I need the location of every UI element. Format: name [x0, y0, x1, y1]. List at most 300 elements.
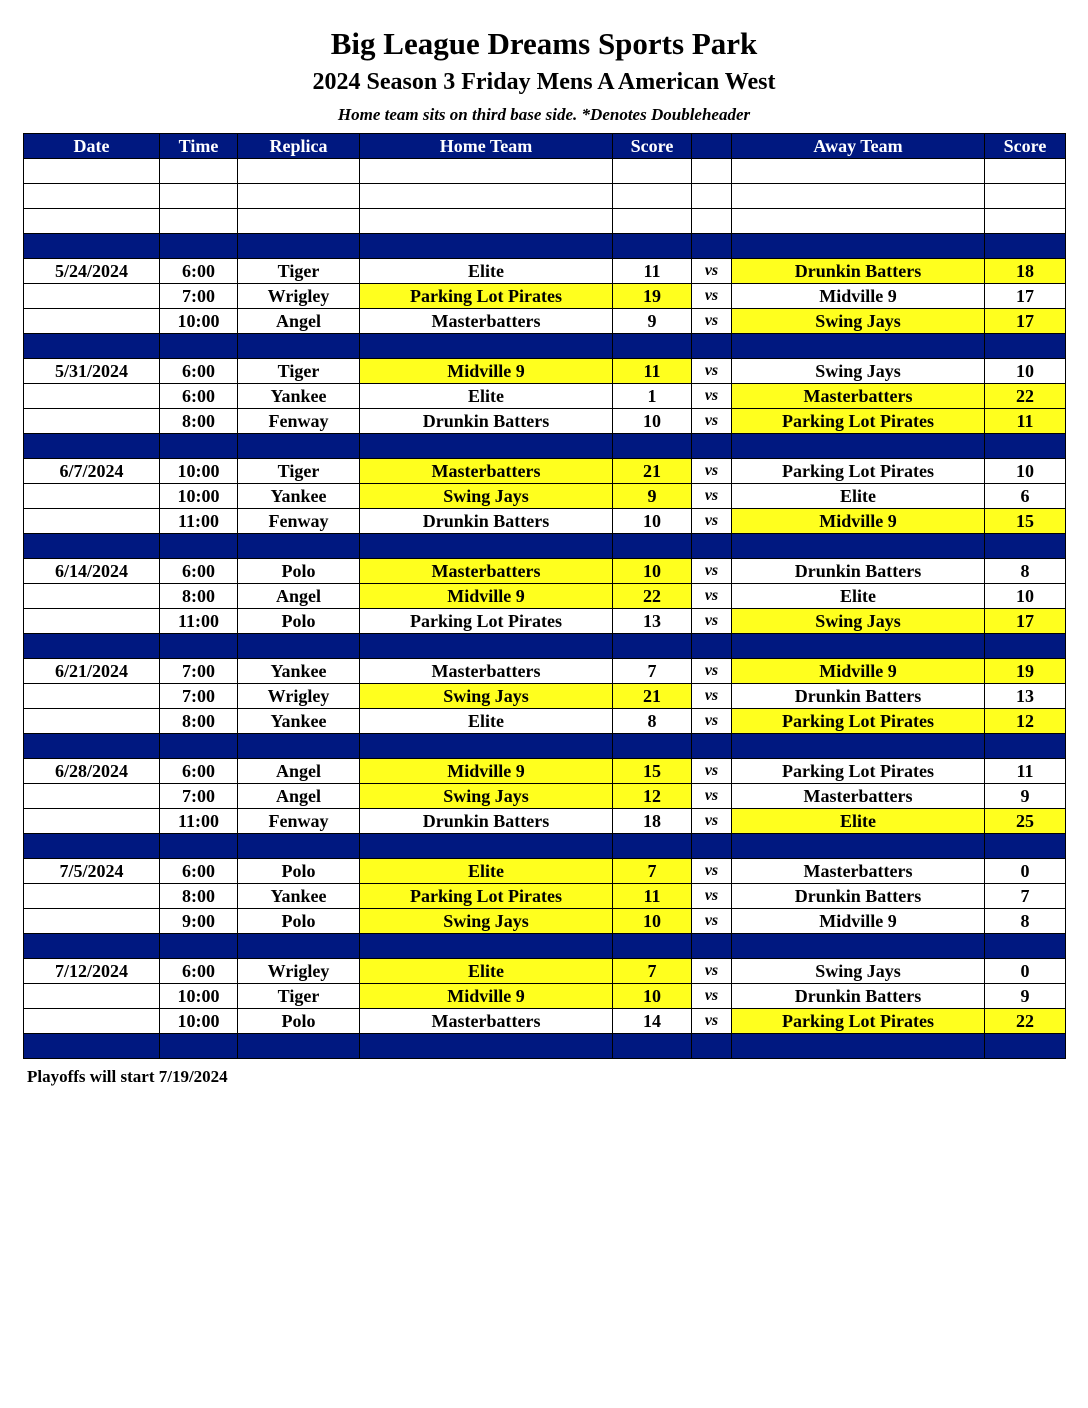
col-time-header: Time — [160, 134, 238, 159]
col-vs-header — [692, 134, 732, 159]
game-row — [24, 484, 1066, 509]
empty-cell — [24, 534, 160, 559]
game-date — [24, 884, 160, 909]
empty-cell — [360, 184, 613, 209]
home-score: 11 — [613, 359, 692, 384]
empty-cell — [360, 209, 613, 234]
game-replica: Polo — [238, 559, 360, 584]
game-replica: Angel — [238, 759, 360, 784]
empty-cell — [732, 1034, 985, 1059]
game-date — [24, 284, 160, 309]
home-score: 10 — [613, 559, 692, 584]
empty-cell — [238, 434, 360, 459]
empty-cell — [160, 634, 238, 659]
game-replica: Yankee — [238, 709, 360, 734]
empty-cell — [160, 434, 238, 459]
away-score: 17 — [985, 284, 1066, 309]
game-date: 6/21/2024 — [24, 659, 160, 684]
game-time: 9:00 — [160, 909, 238, 934]
away-team: Parking Lot Pirates — [732, 459, 985, 484]
empty-cell — [692, 834, 732, 859]
vs-label: vs — [692, 259, 732, 284]
empty-cell — [160, 1034, 238, 1059]
away-team: Elite — [732, 584, 985, 609]
game-row — [24, 859, 1066, 884]
empty-cell — [160, 834, 238, 859]
empty-cell — [613, 234, 692, 259]
empty-cell — [360, 734, 613, 759]
away-score: 19 — [985, 659, 1066, 684]
game-replica: Wrigley — [238, 684, 360, 709]
game-date — [24, 809, 160, 834]
away-score: 10 — [985, 359, 1066, 384]
away-score: 0 — [985, 959, 1066, 984]
empty-cell — [24, 209, 160, 234]
empty-cell — [160, 234, 238, 259]
col-away-team-header: Away Team — [732, 134, 985, 159]
away-score: 9 — [985, 784, 1066, 809]
game-time: 7:00 — [160, 784, 238, 809]
empty-cell — [160, 534, 238, 559]
game-date — [24, 384, 160, 409]
game-date — [24, 1009, 160, 1034]
empty-cell — [160, 159, 238, 184]
empty-cell — [238, 184, 360, 209]
away-team: Midville 9 — [732, 659, 985, 684]
empty-cell — [238, 934, 360, 959]
col-replica-header: Replica — [238, 134, 360, 159]
home-team: Swing Jays — [360, 484, 613, 509]
header-row — [24, 134, 1066, 159]
col-away-score-header: Score — [985, 134, 1066, 159]
game-time: 6:00 — [160, 259, 238, 284]
game-time: 8:00 — [160, 409, 238, 434]
empty-cell — [692, 159, 732, 184]
game-time: 11:00 — [160, 509, 238, 534]
away-team: Midville 9 — [732, 909, 985, 934]
empty-cell — [985, 184, 1066, 209]
game-time: 7:00 — [160, 684, 238, 709]
home-team: Midville 9 — [360, 584, 613, 609]
home-score: 10 — [613, 909, 692, 934]
away-score: 22 — [985, 384, 1066, 409]
game-date: 6/28/2024 — [24, 759, 160, 784]
separator-row — [24, 734, 1066, 759]
game-time: 6:00 — [160, 559, 238, 584]
game-row — [24, 1009, 1066, 1034]
empty-cell — [360, 934, 613, 959]
empty-cell — [160, 184, 238, 209]
empty-cell — [238, 159, 360, 184]
away-score: 8 — [985, 909, 1066, 934]
empty-cell — [732, 534, 985, 559]
home-score: 7 — [613, 659, 692, 684]
empty-cell — [613, 434, 692, 459]
home-score: 10 — [613, 984, 692, 1009]
game-date: 7/12/2024 — [24, 959, 160, 984]
empty-cell — [692, 184, 732, 209]
game-date — [24, 909, 160, 934]
home-score: 7 — [613, 959, 692, 984]
page-title: Big League Dreams Sports Park — [330, 26, 758, 61]
empty-cell — [238, 734, 360, 759]
empty-cell — [360, 434, 613, 459]
empty-cell — [732, 434, 985, 459]
away-score: 9 — [985, 984, 1066, 1009]
game-row — [24, 609, 1066, 634]
home-team: Masterbatters — [360, 559, 613, 584]
vs-label: vs — [692, 359, 732, 384]
game-date — [24, 484, 160, 509]
away-team: Drunkin Batters — [732, 259, 985, 284]
home-score: 10 — [613, 509, 692, 534]
empty-cell — [238, 1034, 360, 1059]
playoffs-note: Playoffs will start 7/19/2024 — [27, 1067, 228, 1086]
home-score: 8 — [613, 709, 692, 734]
game-date — [24, 509, 160, 534]
home-score: 10 — [613, 409, 692, 434]
home-team: Swing Jays — [360, 684, 613, 709]
away-score: 22 — [985, 1009, 1066, 1034]
empty-cell — [692, 334, 732, 359]
separator-row — [24, 1034, 1066, 1059]
game-time: 7:00 — [160, 659, 238, 684]
away-team: Drunkin Batters — [732, 884, 985, 909]
home-team: Masterbatters — [360, 659, 613, 684]
home-team: Swing Jays — [360, 784, 613, 809]
blank-row — [24, 209, 1066, 234]
home-team: Elite — [360, 859, 613, 884]
away-score: 12 — [985, 709, 1066, 734]
vs-label: vs — [692, 584, 732, 609]
empty-cell — [160, 209, 238, 234]
game-row — [24, 909, 1066, 934]
game-date — [24, 784, 160, 809]
away-score: 11 — [985, 759, 1066, 784]
empty-cell — [985, 634, 1066, 659]
vs-label: vs — [692, 884, 732, 909]
empty-cell — [24, 434, 160, 459]
game-time: 6:00 — [160, 759, 238, 784]
game-row — [24, 784, 1066, 809]
empty-cell — [692, 1034, 732, 1059]
away-team: Drunkin Batters — [732, 684, 985, 709]
away-score: 7 — [985, 884, 1066, 909]
game-replica: Polo — [238, 609, 360, 634]
game-row — [24, 459, 1066, 484]
away-team: Elite — [732, 484, 985, 509]
separator-row — [24, 634, 1066, 659]
empty-cell — [24, 1034, 160, 1059]
away-score: 18 — [985, 259, 1066, 284]
empty-cell — [985, 1034, 1066, 1059]
empty-cell — [24, 234, 160, 259]
empty-cell — [613, 1034, 692, 1059]
game-row — [24, 284, 1066, 309]
vs-label: vs — [692, 509, 732, 534]
empty-cell — [238, 634, 360, 659]
vs-label: vs — [692, 284, 732, 309]
vs-label: vs — [692, 484, 732, 509]
blank-row — [24, 159, 1066, 184]
game-replica: Angel — [238, 584, 360, 609]
away-team: Drunkin Batters — [732, 984, 985, 1009]
col-date-header: Date — [24, 134, 160, 159]
home-team: Drunkin Batters — [360, 409, 613, 434]
empty-cell — [360, 634, 613, 659]
empty-cell — [732, 234, 985, 259]
game-time: 11:00 — [160, 809, 238, 834]
game-row — [24, 509, 1066, 534]
home-score: 21 — [613, 684, 692, 709]
empty-cell — [360, 334, 613, 359]
empty-cell — [613, 209, 692, 234]
game-row — [24, 984, 1066, 1009]
vs-label: vs — [692, 809, 732, 834]
home-score: 11 — [613, 259, 692, 284]
game-row — [24, 884, 1066, 909]
game-time: 6:00 — [160, 384, 238, 409]
home-score: 19 — [613, 284, 692, 309]
game-time: 11:00 — [160, 609, 238, 634]
game-date: 6/14/2024 — [24, 559, 160, 584]
empty-cell — [985, 434, 1066, 459]
empty-cell — [732, 834, 985, 859]
empty-cell — [24, 159, 160, 184]
game-row — [24, 559, 1066, 584]
game-date — [24, 684, 160, 709]
vs-label: vs — [692, 309, 732, 334]
game-time: 10:00 — [160, 1009, 238, 1034]
game-time: 8:00 — [160, 584, 238, 609]
game-time: 8:00 — [160, 709, 238, 734]
game-row — [24, 259, 1066, 284]
game-row — [24, 309, 1066, 334]
separator-row — [24, 334, 1066, 359]
empty-cell — [613, 834, 692, 859]
vs-label: vs — [692, 384, 732, 409]
away-team: Swing Jays — [732, 309, 985, 334]
home-team: Masterbatters — [360, 309, 613, 334]
empty-cell — [692, 234, 732, 259]
home-team: Midville 9 — [360, 759, 613, 784]
away-team: Swing Jays — [732, 959, 985, 984]
empty-cell — [360, 834, 613, 859]
home-score: 7 — [613, 859, 692, 884]
empty-cell — [160, 734, 238, 759]
empty-cell — [613, 634, 692, 659]
home-score: 9 — [613, 309, 692, 334]
game-replica: Wrigley — [238, 284, 360, 309]
away-team: Masterbatters — [732, 384, 985, 409]
schedule-note: Home team sits on third base side. *Denotes Doubleheader — [337, 105, 751, 124]
vs-label: vs — [692, 409, 732, 434]
home-score: 12 — [613, 784, 692, 809]
empty-cell — [238, 534, 360, 559]
away-team: Midville 9 — [732, 509, 985, 534]
game-time: 10:00 — [160, 484, 238, 509]
empty-cell — [24, 334, 160, 359]
game-time: 10:00 — [160, 984, 238, 1009]
empty-cell — [985, 334, 1066, 359]
game-replica: Tiger — [238, 984, 360, 1009]
home-team: Elite — [360, 384, 613, 409]
game-replica: Angel — [238, 309, 360, 334]
home-score: 18 — [613, 809, 692, 834]
empty-cell — [732, 159, 985, 184]
vs-label: vs — [692, 959, 732, 984]
game-date — [24, 709, 160, 734]
empty-cell — [985, 209, 1066, 234]
away-score: 17 — [985, 309, 1066, 334]
vs-label: vs — [692, 1009, 732, 1034]
game-replica: Tiger — [238, 359, 360, 384]
away-score: 6 — [985, 484, 1066, 509]
home-score: 11 — [613, 884, 692, 909]
blank-row — [24, 184, 1066, 209]
vs-label: vs — [692, 759, 732, 784]
away-score: 10 — [985, 459, 1066, 484]
game-row — [24, 359, 1066, 384]
game-replica: Yankee — [238, 484, 360, 509]
empty-cell — [732, 334, 985, 359]
empty-cell — [732, 634, 985, 659]
vs-label: vs — [692, 784, 732, 809]
game-replica: Yankee — [238, 384, 360, 409]
game-time: 6:00 — [160, 859, 238, 884]
home-team: Swing Jays — [360, 909, 613, 934]
home-team: Midville 9 — [360, 984, 613, 1009]
vs-label: vs — [692, 984, 732, 1009]
game-row — [24, 409, 1066, 434]
empty-cell — [692, 934, 732, 959]
game-date — [24, 309, 160, 334]
vs-label: vs — [692, 459, 732, 484]
home-score: 15 — [613, 759, 692, 784]
game-time: 6:00 — [160, 359, 238, 384]
schedule-table — [23, 133, 1066, 1059]
separator-row — [24, 934, 1066, 959]
vs-label: vs — [692, 559, 732, 584]
empty-cell — [238, 234, 360, 259]
game-time: 6:00 — [160, 959, 238, 984]
away-score: 15 — [985, 509, 1066, 534]
vs-label: vs — [692, 859, 732, 884]
away-score: 8 — [985, 559, 1066, 584]
empty-cell — [613, 934, 692, 959]
empty-cell — [732, 734, 985, 759]
empty-cell — [985, 234, 1066, 259]
game-time: 10:00 — [160, 459, 238, 484]
empty-cell — [692, 434, 732, 459]
separator-row — [24, 234, 1066, 259]
empty-cell — [160, 334, 238, 359]
empty-cell — [360, 1034, 613, 1059]
game-row — [24, 584, 1066, 609]
game-time: 8:00 — [160, 884, 238, 909]
empty-cell — [985, 734, 1066, 759]
game-replica: Fenway — [238, 809, 360, 834]
away-team: Swing Jays — [732, 609, 985, 634]
home-score: 9 — [613, 484, 692, 509]
game-row — [24, 759, 1066, 784]
game-replica: Fenway — [238, 509, 360, 534]
vs-label: vs — [692, 709, 732, 734]
vs-label: vs — [692, 609, 732, 634]
away-score: 0 — [985, 859, 1066, 884]
empty-cell — [692, 209, 732, 234]
game-replica: Tiger — [238, 459, 360, 484]
away-team: Parking Lot Pirates — [732, 759, 985, 784]
empty-cell — [692, 634, 732, 659]
empty-cell — [24, 834, 160, 859]
empty-cell — [613, 334, 692, 359]
game-row — [24, 384, 1066, 409]
page-subtitle: 2024 Season 3 Friday Mens A American West — [312, 69, 776, 95]
home-team: Masterbatters — [360, 459, 613, 484]
home-team: Elite — [360, 709, 613, 734]
away-score: 25 — [985, 809, 1066, 834]
game-time: 10:00 — [160, 309, 238, 334]
empty-cell — [24, 734, 160, 759]
game-row — [24, 709, 1066, 734]
away-score: 10 — [985, 584, 1066, 609]
game-date: 5/24/2024 — [24, 259, 160, 284]
separator-row — [24, 534, 1066, 559]
empty-cell — [360, 234, 613, 259]
vs-label: vs — [692, 909, 732, 934]
empty-cell — [985, 534, 1066, 559]
home-score: 22 — [613, 584, 692, 609]
home-team: Elite — [360, 259, 613, 284]
empty-cell — [985, 934, 1066, 959]
game-replica: Tiger — [238, 259, 360, 284]
game-replica: Polo — [238, 1009, 360, 1034]
away-team: Midville 9 — [732, 284, 985, 309]
game-replica: Wrigley — [238, 959, 360, 984]
home-score: 21 — [613, 459, 692, 484]
away-team: Masterbatters — [732, 859, 985, 884]
game-time: 7:00 — [160, 284, 238, 309]
empty-cell — [360, 534, 613, 559]
separator-row — [24, 834, 1066, 859]
empty-cell — [732, 209, 985, 234]
empty-cell — [160, 934, 238, 959]
away-team: Parking Lot Pirates — [732, 709, 985, 734]
away-score: 11 — [985, 409, 1066, 434]
away-team: Masterbatters — [732, 784, 985, 809]
game-replica: Angel — [238, 784, 360, 809]
away-score: 17 — [985, 609, 1066, 634]
separator-row — [24, 434, 1066, 459]
empty-cell — [985, 834, 1066, 859]
home-team: Midville 9 — [360, 359, 613, 384]
empty-cell — [24, 184, 160, 209]
home-team: Parking Lot Pirates — [360, 884, 613, 909]
game-row — [24, 684, 1066, 709]
home-score: 13 — [613, 609, 692, 634]
home-team: Drunkin Batters — [360, 509, 613, 534]
empty-cell — [238, 834, 360, 859]
schedule-body — [24, 159, 1066, 1059]
home-score: 1 — [613, 384, 692, 409]
empty-cell — [613, 534, 692, 559]
game-date — [24, 609, 160, 634]
game-date: 6/7/2024 — [24, 459, 160, 484]
home-team: Drunkin Batters — [360, 809, 613, 834]
game-replica: Yankee — [238, 659, 360, 684]
empty-cell — [238, 209, 360, 234]
